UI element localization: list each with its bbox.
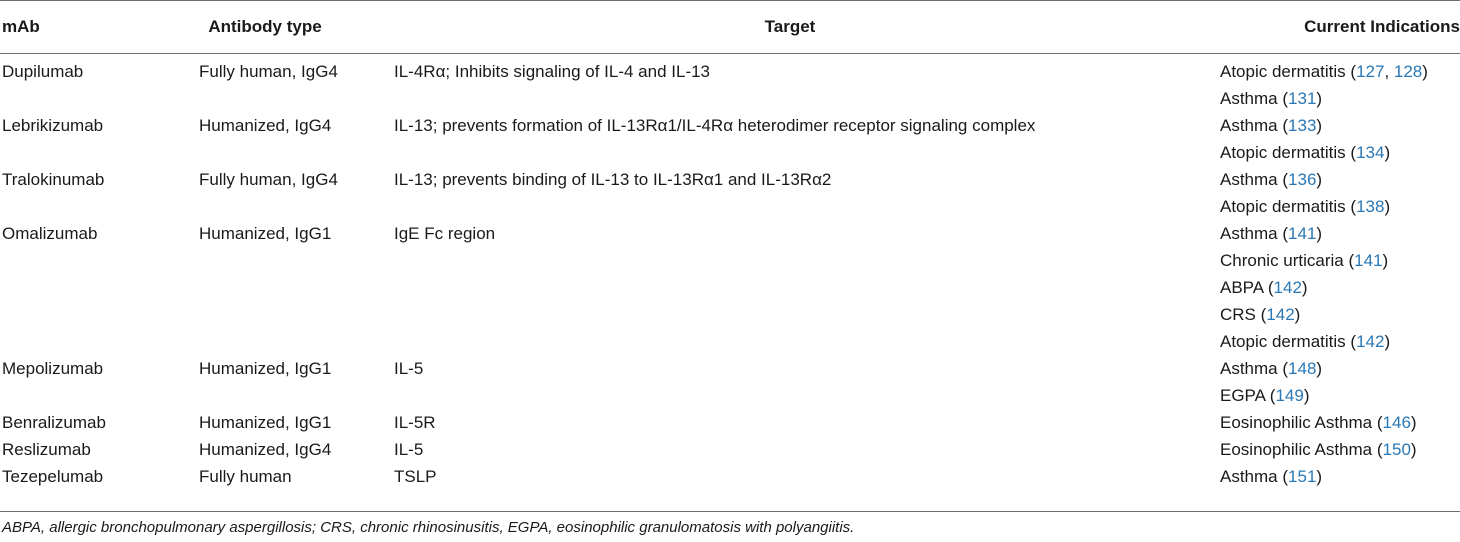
indication-text: Atopic dermatitis bbox=[1220, 143, 1346, 162]
row-antibody-type: Fully human, IgG4 bbox=[199, 170, 338, 189]
reference-link[interactable]: 142 bbox=[1356, 332, 1385, 351]
row-indications bbox=[1220, 357, 1322, 411]
row-mab: Tezepelumab bbox=[2, 467, 104, 486]
indication-item: Atopic dermatitis (142) bbox=[1220, 332, 1391, 351]
indication-text: Chronic urticaria bbox=[1220, 251, 1344, 270]
header-current-indications: Current Indications bbox=[1304, 17, 1460, 36]
header-target: Target bbox=[764, 17, 816, 36]
indication-text: Eosinophilic Asthma bbox=[1220, 440, 1373, 459]
reference-link[interactable]: 146 bbox=[1382, 413, 1411, 432]
indication-item: Atopic dermatitis (138) bbox=[1220, 197, 1391, 216]
reference-link[interactable]: 142 bbox=[1273, 278, 1302, 297]
row-target: IL-5 bbox=[394, 440, 424, 459]
indication-text: CRS bbox=[1220, 305, 1256, 324]
row-target: IL-13; prevents formation of IL-13Rα1/IL-4Rα heterodimer receptor signaling complex bbox=[394, 116, 1036, 135]
indication-text: EGPA bbox=[1220, 386, 1266, 405]
indication-text: Asthma bbox=[1220, 116, 1278, 135]
row-mab: Dupilumab bbox=[2, 62, 84, 81]
row-mab: Mepolizumab bbox=[2, 359, 104, 378]
indication-text: Atopic dermatitis bbox=[1220, 62, 1346, 81]
reference-link[interactable]: 148 bbox=[1288, 359, 1317, 378]
indication-text: ABPA bbox=[1220, 278, 1264, 297]
indication-text: Asthma bbox=[1220, 89, 1278, 108]
indication-text: Asthma bbox=[1220, 359, 1278, 378]
table-top-rule bbox=[0, 0, 1460, 1]
reference-link[interactable]: 138 bbox=[1356, 197, 1385, 216]
header-antibody-type: Antibody type bbox=[208, 17, 322, 36]
indication-item: Asthma (141) bbox=[1220, 224, 1323, 243]
row-target: IL-5R bbox=[394, 413, 436, 432]
row-antibody-type: Humanized, IgG4 bbox=[199, 116, 332, 135]
indication-item: Asthma (133) bbox=[1220, 116, 1323, 135]
row-mab: Reslizumab bbox=[2, 440, 91, 459]
reference-link[interactable]: 133 bbox=[1288, 116, 1317, 135]
reference-link[interactable]: 141 bbox=[1288, 224, 1317, 243]
reference-link[interactable]: 128 bbox=[1393, 62, 1423, 81]
indication-item: Atopic dermatitis (127, 128) bbox=[1220, 62, 1428, 81]
indication-item: Eosinophilic Asthma (146) bbox=[1220, 413, 1417, 432]
row-indications bbox=[1220, 411, 1417, 438]
row-mab: Lebrikizumab bbox=[2, 116, 104, 135]
indication-item: ABPA (142) bbox=[1220, 278, 1308, 297]
reference-link[interactable]: 131 bbox=[1288, 89, 1317, 108]
indication-text: Atopic dermatitis bbox=[1220, 197, 1346, 216]
indication-item: Chronic urticaria (141) bbox=[1220, 251, 1389, 270]
reference-link[interactable]: 150 bbox=[1382, 440, 1411, 459]
table-header-rule bbox=[0, 53, 1460, 54]
row-antibody-type: Humanized, IgG1 bbox=[199, 413, 332, 432]
row-mab: Benralizumab bbox=[2, 413, 106, 432]
reference-link[interactable]: 149 bbox=[1275, 386, 1304, 405]
reference-link[interactable]: 142 bbox=[1266, 305, 1295, 324]
row-indications bbox=[1220, 438, 1417, 465]
row-indications bbox=[1220, 168, 1390, 222]
row-target: IL-5 bbox=[394, 359, 424, 378]
indication-text: Eosinophilic Asthma bbox=[1220, 413, 1373, 432]
indication-item: Asthma (151) bbox=[1220, 467, 1323, 486]
row-target: IgE Fc region bbox=[394, 224, 496, 243]
row-indications bbox=[1220, 60, 1428, 114]
indication-item: Asthma (131) bbox=[1220, 89, 1323, 108]
row-antibody-type: Humanized, IgG1 bbox=[199, 359, 332, 378]
row-target: IL-13; prevents binding of IL-13 to IL-13Rα1 and IL-13Rα2 bbox=[394, 170, 832, 189]
row-mab: Omalizumab bbox=[2, 224, 98, 243]
row-indications bbox=[1220, 465, 1322, 492]
indication-item: Atopic dermatitis (134) bbox=[1220, 143, 1391, 162]
indication-item: Asthma (136) bbox=[1220, 170, 1323, 189]
row-target: TSLP bbox=[394, 467, 437, 486]
row-indications bbox=[1220, 222, 1390, 357]
row-antibody-type: Humanized, IgG4 bbox=[199, 440, 332, 459]
indication-item: Eosinophilic Asthma (150) bbox=[1220, 440, 1417, 459]
row-antibody-type: Fully human bbox=[199, 467, 292, 486]
row-antibody-type: Humanized, IgG1 bbox=[199, 224, 332, 243]
indication-item: Asthma (148) bbox=[1220, 359, 1323, 378]
reference-link[interactable]: 151 bbox=[1288, 467, 1317, 486]
reference-link[interactable]: 134 bbox=[1356, 143, 1385, 162]
header-mab: mAb bbox=[2, 17, 40, 36]
reference-link[interactable]: 141 bbox=[1354, 251, 1383, 270]
row-indications bbox=[1220, 114, 1390, 168]
table-footnote: ABPA, allergic bronchopulmonary aspergillosis; CRS, chronic rhinosinusitis, EGPA, eosinophilic granulomatosis with polyangiitis. bbox=[2, 519, 855, 536]
row-target: IL-4Rα; Inhibits signaling of IL-4 and IL-13 bbox=[394, 62, 711, 81]
indication-text: Asthma bbox=[1220, 467, 1278, 486]
indication-item: EGPA (149) bbox=[1220, 386, 1310, 405]
indication-item: CRS (142) bbox=[1220, 305, 1301, 324]
reference-link[interactable]: 127 bbox=[1356, 62, 1385, 81]
indication-text: Asthma bbox=[1220, 170, 1278, 189]
row-mab: Tralokinumab bbox=[2, 170, 105, 189]
row-antibody-type: Fully human, IgG4 bbox=[199, 62, 338, 81]
table-bottom-rule bbox=[0, 511, 1460, 512]
indication-text: Asthma bbox=[1220, 224, 1278, 243]
reference-link[interactable]: 136 bbox=[1288, 170, 1317, 189]
indication-text: Atopic dermatitis bbox=[1220, 332, 1346, 351]
